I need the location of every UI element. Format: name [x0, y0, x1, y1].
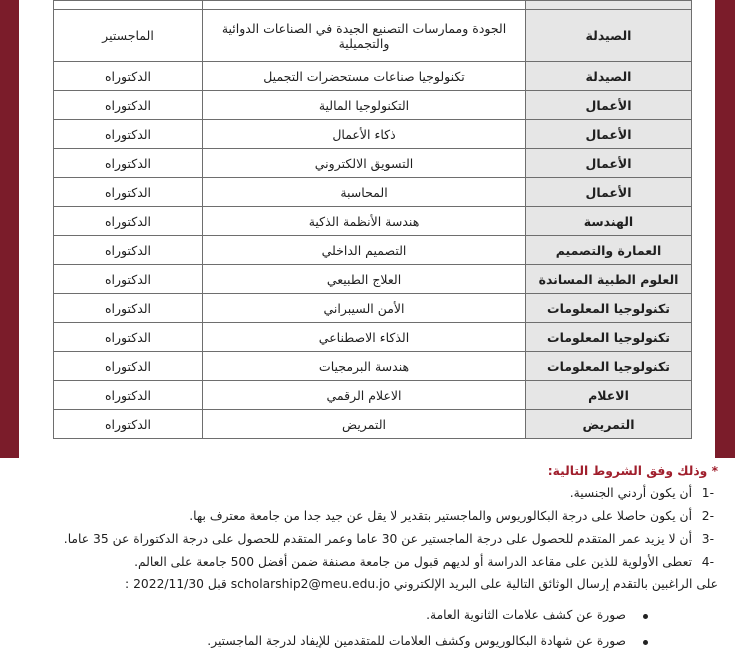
- table-row: [54, 381, 692, 410]
- programs-table-container: [53, 0, 679, 439]
- college-cell: تكنولوجيا المعلومات: [526, 323, 692, 352]
- list-item: [30, 529, 714, 550]
- conditions-section: [30, 456, 718, 657]
- college-cell: الصيدلة: [526, 10, 692, 62]
- college-cell: الهندسة: [526, 207, 692, 236]
- program-cell: ذكاء الأعمال: [203, 120, 526, 149]
- program-cell: التمريض: [203, 410, 526, 439]
- condition-text: أن لا يزيد عمر المتقدم للحصول على درجة الماجستير عن 30 عاما وعمر المتقدم للحصول على درجة الدكتوراة عن 35 عاما.: [63, 531, 692, 546]
- degree-cell: الدكتوراه: [54, 91, 203, 120]
- conditions-list: [30, 483, 718, 573]
- program-cell: الجودة وممارسات التصنيع الجيدة في الصناعات الدوائية والتجميلية: [203, 10, 526, 62]
- degree-cell: الدكتوراه: [54, 207, 203, 236]
- left-accent-bar: [0, 0, 19, 458]
- college-cell: الصيدلة: [526, 62, 692, 91]
- degree-cell: الدكتوراه: [54, 410, 203, 439]
- program-cell: الذكاء الاصطناعي: [203, 323, 526, 352]
- degree-cell: الدكتوراه: [54, 62, 203, 91]
- program-cell: تكنولوجيا صناعات مستحضرات التجميل: [203, 62, 526, 91]
- table-row: [54, 207, 692, 236]
- program-cell: [203, 1, 526, 10]
- program-cell: العلاج الطبيعي: [203, 265, 526, 294]
- degree-cell: الدكتوراه: [54, 265, 203, 294]
- degree-cell: [54, 1, 203, 10]
- condition-number: -4: [701, 554, 714, 569]
- condition-number: -3: [701, 531, 714, 546]
- required-documents-list: [30, 605, 718, 652]
- college-cell: الأعمال: [526, 178, 692, 207]
- program-cell: هندسة البرمجيات: [203, 352, 526, 381]
- table-row: [54, 149, 692, 178]
- college-cell: [526, 1, 692, 10]
- list-item: صورة عن كشف علامات الثانوية العامة.: [30, 605, 648, 626]
- college-cell: تكنولوجيا المعلومات: [526, 352, 692, 381]
- condition-number: -1: [701, 485, 714, 500]
- condition-text: تعطى الأولوية للذين على مقاعد الدراسة أو لديهم قبول من جامعة مصنفة ضمن أفضل 500 جامعة على العالم.: [134, 554, 692, 569]
- college-cell: الأعمال: [526, 120, 692, 149]
- degree-cell: الدكتوراه: [54, 352, 203, 381]
- right-accent-bar: [715, 0, 735, 458]
- list-item: [30, 506, 714, 527]
- table-row: [54, 294, 692, 323]
- table-row: [54, 62, 692, 91]
- college-cell: العلوم الطبية المساندة: [526, 265, 692, 294]
- condition-number: -2: [701, 508, 714, 523]
- condition-text: أن يكون أردني الجنسية.: [569, 485, 692, 500]
- degree-cell: الدكتوراه: [54, 178, 203, 207]
- degree-cell: الدكتوراه: [54, 294, 203, 323]
- list-item: [30, 552, 714, 573]
- list-item: صورة عن شهادة البكالوريوس وكشف العلامات للمتقدمين للإيفاد لدرجة الماجستير.: [30, 631, 648, 652]
- college-cell: الاعلام: [526, 381, 692, 410]
- table-row: [54, 236, 692, 265]
- college-cell: العمارة والتصميم: [526, 236, 692, 265]
- submission-note: على الراغبين بالتقدم إرسال الوثائق التالية على البريد الإلكتروني scholarship2@meu.edu.jo قبل 2022/11/30 :: [125, 577, 718, 592]
- program-cell: المحاسبة: [203, 178, 526, 207]
- degree-cell: الدكتوراه: [54, 323, 203, 352]
- program-cell: التسويق الالكتروني: [203, 149, 526, 178]
- table-row: [54, 178, 692, 207]
- program-cell: التصميم الداخلي: [203, 236, 526, 265]
- table-row: [54, 352, 692, 381]
- college-cell: التمريض: [526, 410, 692, 439]
- degree-cell: الدكتوراه: [54, 120, 203, 149]
- programs-table: [53, 0, 692, 439]
- program-cell: هندسة الأنظمة الذكية: [203, 207, 526, 236]
- table-row: [54, 265, 692, 294]
- program-cell: الاعلام الرقمي: [203, 381, 526, 410]
- college-cell: تكنولوجيا المعلومات: [526, 294, 692, 323]
- table-row: [54, 10, 692, 62]
- program-cell: التكنولوجيا المالية: [203, 91, 526, 120]
- program-cell: الأمن السيبراني: [203, 294, 526, 323]
- table-row: [54, 323, 692, 352]
- college-cell: الأعمال: [526, 149, 692, 178]
- degree-cell: الدكتوراه: [54, 381, 203, 410]
- table-row: [54, 410, 692, 439]
- table-row: [54, 120, 692, 149]
- table-row: [54, 1, 692, 10]
- list-item: [30, 483, 714, 504]
- degree-cell: الدكتوراه: [54, 149, 203, 178]
- college-cell: الأعمال: [526, 91, 692, 120]
- condition-text: أن يكون حاصلا على درجة البكالوريوس والماجستير بتقدير لا يقل عن جيد جدا من جامعة معترف بها.: [189, 508, 692, 523]
- degree-cell: الدكتوراه: [54, 236, 203, 265]
- degree-cell: الماجستير: [54, 10, 203, 62]
- conditions-heading: * وذلك وفق الشروط التالية:: [547, 464, 718, 478]
- table-row: [54, 91, 692, 120]
